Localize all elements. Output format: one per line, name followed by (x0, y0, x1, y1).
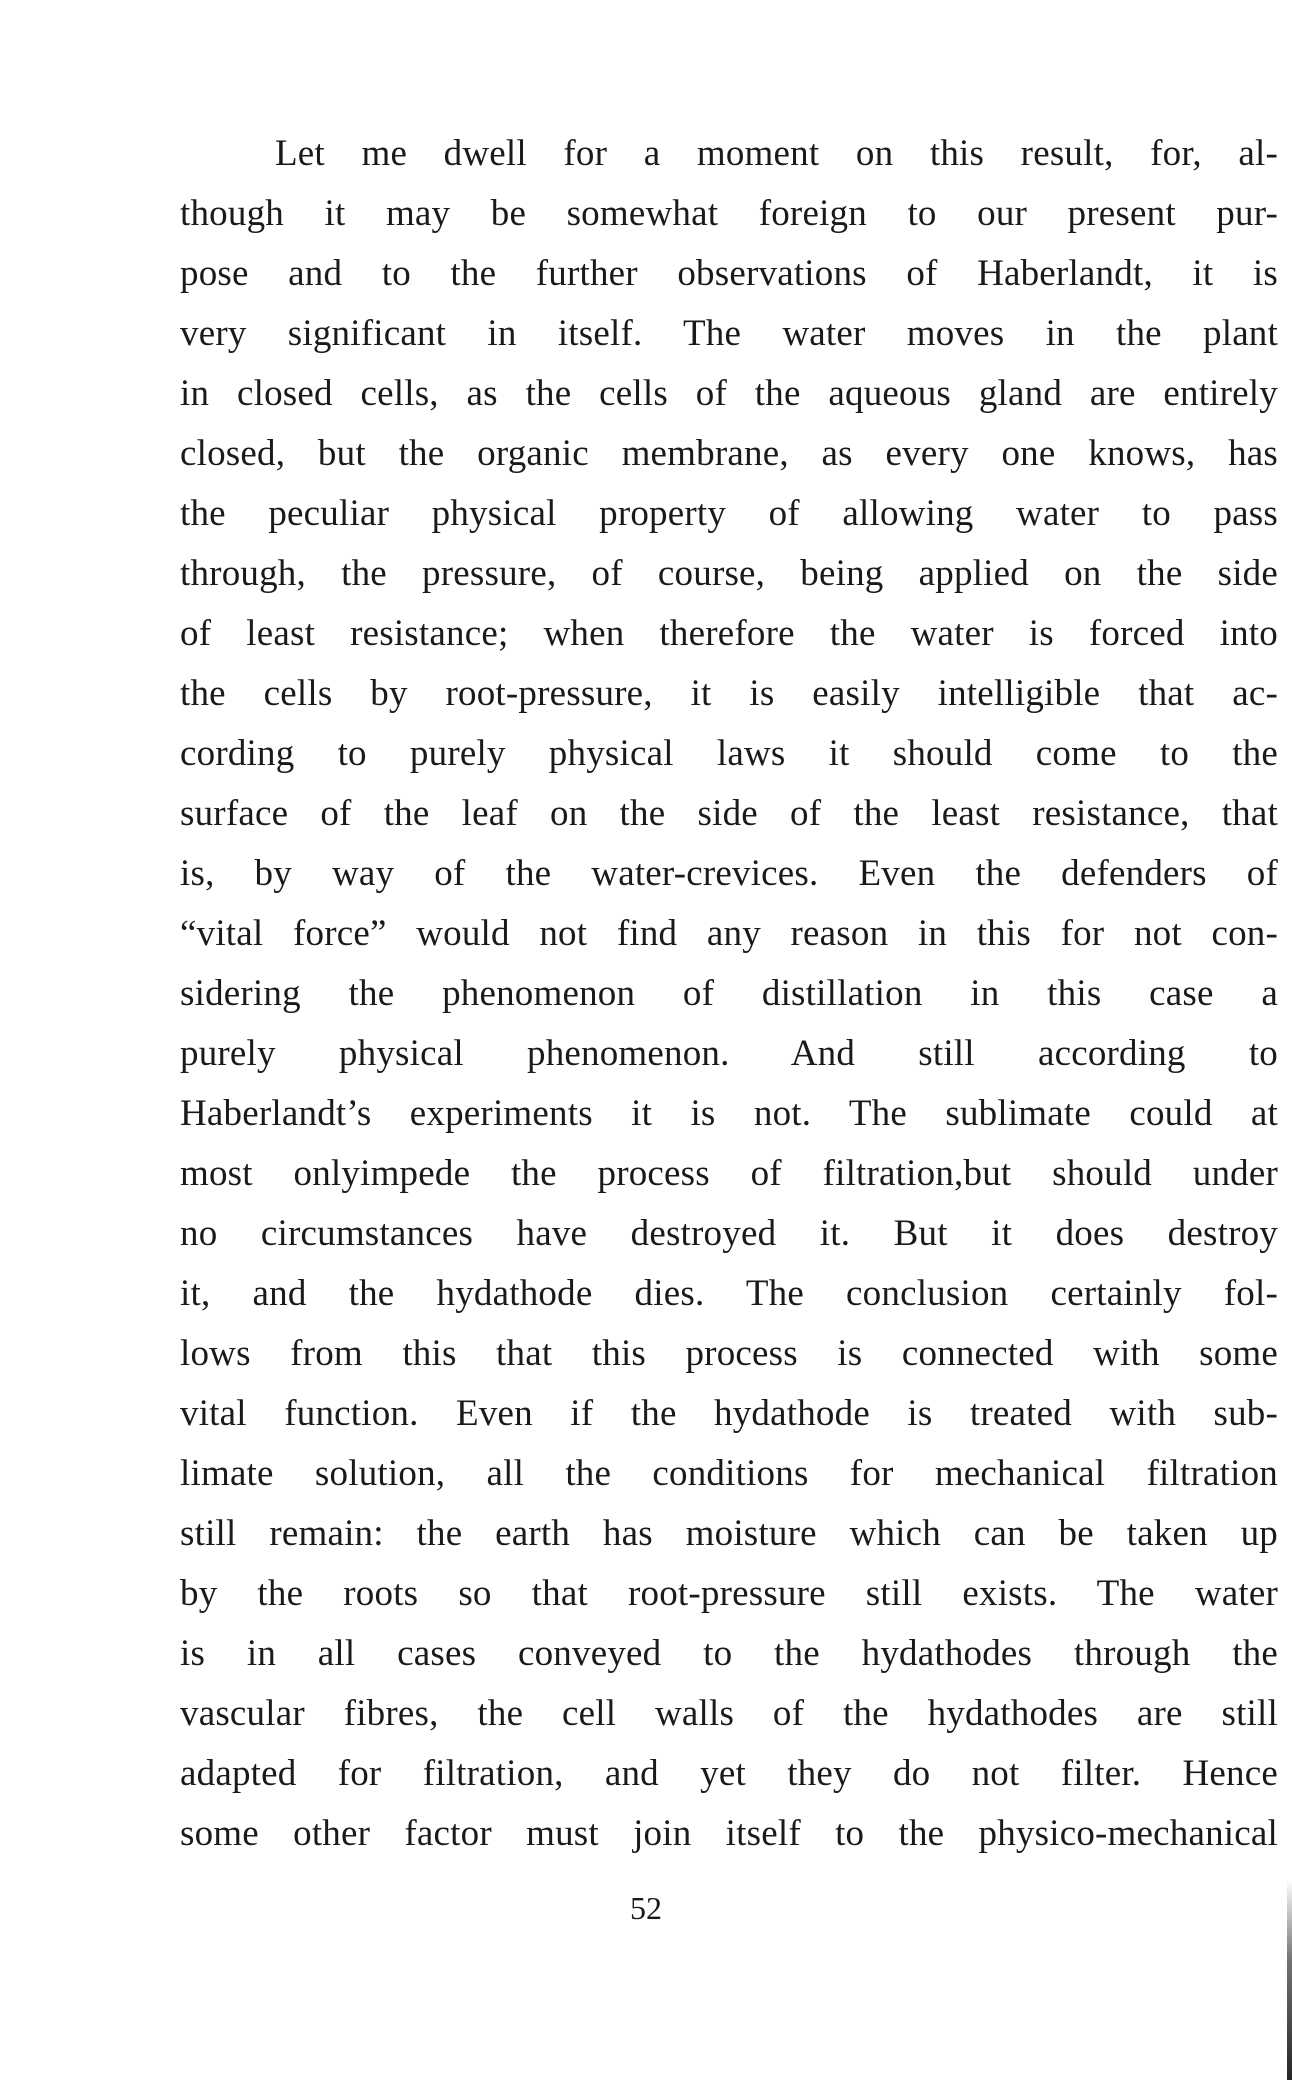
text-line: it, and the hydathode dies. The conclusion certainly fol- (180, 1273, 1278, 1314)
text-line: very significant in itself. The water moves in the plant (180, 313, 1278, 354)
text-line: the cells by root-pressure, it is easily intelligible that ac- (180, 673, 1278, 714)
page-number: 52 (630, 1890, 662, 1926)
text-line: Let me dwell for a moment on this result, for, al- (275, 133, 1278, 174)
text-line: is, by way of the water-crevices. Even the defenders of (180, 853, 1278, 894)
body-paragraph (180, 124, 1278, 1864)
text-line: no circumstances have destroyed it. But it does destroy (180, 1213, 1278, 1254)
text-line: “vital force” would not find any reason in this for not con- (180, 913, 1278, 954)
text-line: through, the pressure, of course, being applied on the side (180, 553, 1278, 594)
text-line: though it may be somewhat foreign to our present pur- (180, 193, 1278, 234)
text-line: vascular fibres, the cell walls of the hydathodes are still (180, 1693, 1278, 1734)
text-line: vital function. Even if the hydathode is treated with sub- (180, 1393, 1278, 1434)
text-line: still remain: the earth has moisture which can be taken up (180, 1513, 1278, 1554)
text-line: is in all cases conveyed to the hydathodes through the (180, 1633, 1278, 1674)
text-line: the peculiar physical property of allowing water to pass (180, 493, 1278, 534)
text-line: sidering the phenomenon of distillation in this case a (180, 973, 1278, 1014)
text-line: in closed cells, as the cells of the aqueous gland are entirely (180, 373, 1278, 414)
text-line: some other factor must join itself to the physico-mechanical (180, 1813, 1278, 1854)
text-line: most onlyimpede the process of filtration,but should under (180, 1153, 1278, 1194)
text-line: pose and to the further observations of Haberlandt, it is (180, 253, 1278, 294)
text-line: adapted for filtration, and yet they do not filter. Hence (180, 1753, 1278, 1794)
text-line: surface of the leaf on the side of the least resistance, that (180, 793, 1278, 834)
page-edge-shadow (1287, 1880, 1292, 2080)
text-line: lows from this that this process is connected with some (180, 1333, 1278, 1374)
text-line: Haberlandt’s experiments it is not. The sublimate could at (180, 1093, 1278, 1134)
text-line: closed, but the organic membrane, as every one knows, has (180, 433, 1278, 474)
text-line: cording to purely physical laws it should come to the (180, 733, 1278, 774)
text-line: of least resistance; when therefore the water is forced into (180, 613, 1278, 654)
text-line: purely physical phenomenon. And still according to (180, 1033, 1278, 1074)
text-line: by the roots so that root-pressure still exists. The water (180, 1573, 1278, 1614)
text-line: limate solution, all the conditions for mechanical filtration (180, 1453, 1278, 1494)
